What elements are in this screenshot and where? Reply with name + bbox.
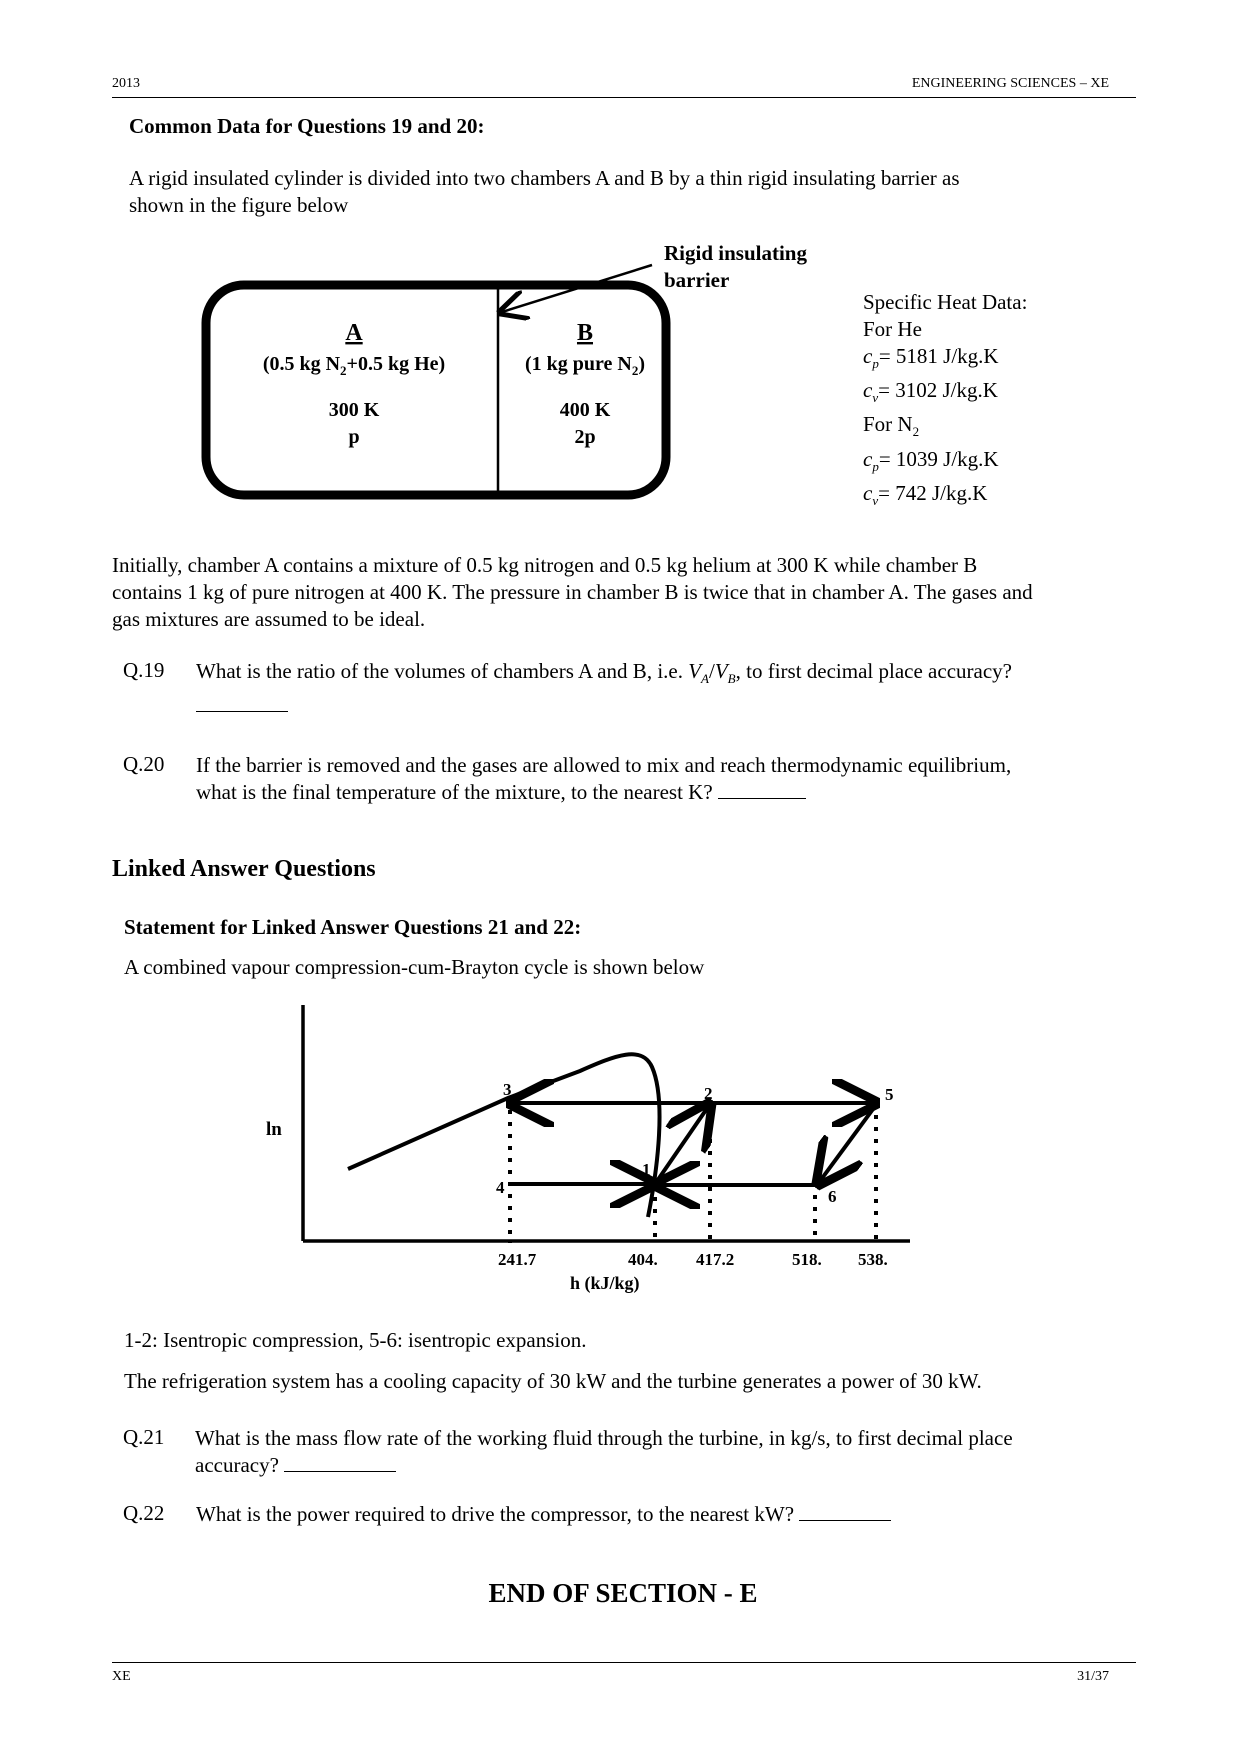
process-note: 1-2: Isentropic compression, 5-6: isentropic expansion. [124, 1328, 587, 1352]
tick-label-518: 518. [792, 1250, 822, 1269]
state-label-6: 6 [828, 1187, 837, 1206]
state-label-2: 2 [704, 1084, 713, 1103]
q20-number: Q.20 [123, 752, 165, 776]
cylinder-figure [180, 230, 860, 520]
q22-answer-blank[interactable] [799, 1502, 891, 1521]
chamber-a-temperature: 300 K [328, 399, 380, 421]
q22-text: What is the power required to drive the compressor, to the nearest kW? [196, 1501, 1126, 1528]
chamber-a-name: A [345, 320, 363, 346]
tick-label-241-7: 241.7 [498, 1250, 537, 1269]
specific-heat-block [863, 289, 1027, 514]
para1-line1: Initially, chamber A contains a mixture of 0.5 kg nitrogen and 0.5 kg helium at 300 K while chamber B [112, 553, 978, 577]
para1-line3: gas mixtures are assumed to be ideal. [112, 607, 426, 631]
linked-statement: Statement for Linked Answer Questions 21 and 22: [124, 915, 582, 939]
capacity-note: The refrigeration system has a cooling capacity of 30 kW and the turbine generates a power of 30 kW. [124, 1369, 982, 1393]
common-intro-line2: shown in the figure below [129, 193, 349, 217]
state-label-5: 5 [885, 1085, 894, 1104]
state-label-1: 1 [642, 1160, 651, 1179]
he-cp: $c_p= 5181$ J/kg.K [863, 344, 999, 372]
cycle-diagram [250, 995, 930, 1305]
state-label-4: 4 [496, 1178, 505, 1197]
header-rule [112, 97, 1136, 98]
n2-cp: $c_p= 1039$ J/kg.K [863, 446, 999, 474]
x-axis-label: h (kJ/kg) [570, 1273, 640, 1293]
common-data-heading: Common Data for Questions 19 and 20: [129, 114, 485, 138]
y-axis-label: ln [266, 1119, 282, 1140]
linked-heading: Linked Answer Questions [112, 856, 376, 882]
header-title: ENGINEERING SCIENCES – XE [911, 76, 1109, 91]
footer-left: XE [112, 1669, 131, 1684]
process-5-6 [820, 1105, 876, 1181]
n2-cv: $c_v= 742$ J/kg.K [863, 480, 988, 508]
he-label: For He [863, 317, 922, 341]
chamber-b-name: B [576, 320, 594, 346]
chamber-b-pressure: 2p [574, 426, 596, 448]
linked-intro: A combined vapour compression-cum-Brayton cycle is shown below [124, 955, 705, 979]
q21-number: Q.21 [123, 1425, 165, 1449]
barrier-label-2: barrier [664, 268, 730, 292]
para1-line2: contains 1 kg of pure nitrogen at 400 K. The pressure in chamber B is twice that in chamber A. The gases and [112, 580, 1033, 604]
common-intro-line1: A rigid insulated cylinder is divided into two chambers A and B by a thin rigid insulating barrier as [129, 166, 960, 190]
q19-number: Q.19 [123, 658, 165, 682]
page-number: 31/37 [1077, 1669, 1109, 1684]
cylinder-outline [206, 285, 666, 495]
q20-answer-blank[interactable] [718, 780, 806, 799]
q21-text: What is the mass flow rate of the working fluid through the turbine, in kg/s, to first decimal place accuracy? [195, 1426, 1013, 1477]
header-year: 2013 [112, 76, 140, 91]
chamber-a-contents: (0.5 kg $N_2+0.5$ kg He) [262, 353, 446, 378]
q19-answer-blank[interactable] [196, 693, 288, 712]
footer-rule [112, 1662, 1136, 1663]
tick-label-404: 404. [628, 1250, 658, 1269]
tick-label-538: 538. [858, 1250, 888, 1269]
specific-heat-title: Specific Heat Data: [863, 290, 1028, 314]
q21-answer-blank[interactable] [284, 1453, 396, 1472]
n2-label: For $N_2$ [863, 412, 920, 440]
chamber-b-contents: (1 kg pure $N_2$) [524, 353, 646, 378]
end-of-section: END OF SECTION - E [488, 1578, 758, 1608]
q22-number: Q.22 [123, 1501, 165, 1525]
q19-text: What is the ratio of the volumes of chambers A and B, i.e. $V_A/V_B$, to first decimal place accuracy? [196, 658, 1126, 719]
chamber-a-pressure: p [348, 426, 360, 448]
q20-text: If the barrier is removed and the gases are allowed to mix and reach thermodynamic equilibrium, what is the final temperature of the mixture, to the nearest K? [196, 753, 1012, 804]
he-cv: $c_v= 3102$ J/kg.K [863, 378, 998, 406]
process-1-2 [655, 1107, 708, 1184]
chamber-b-temperature: 400 K [559, 399, 611, 421]
barrier-label-1: Rigid insulating [664, 241, 807, 265]
state-label-3: 3 [503, 1080, 512, 1099]
tick-label-417-2: 417.2 [696, 1250, 735, 1269]
